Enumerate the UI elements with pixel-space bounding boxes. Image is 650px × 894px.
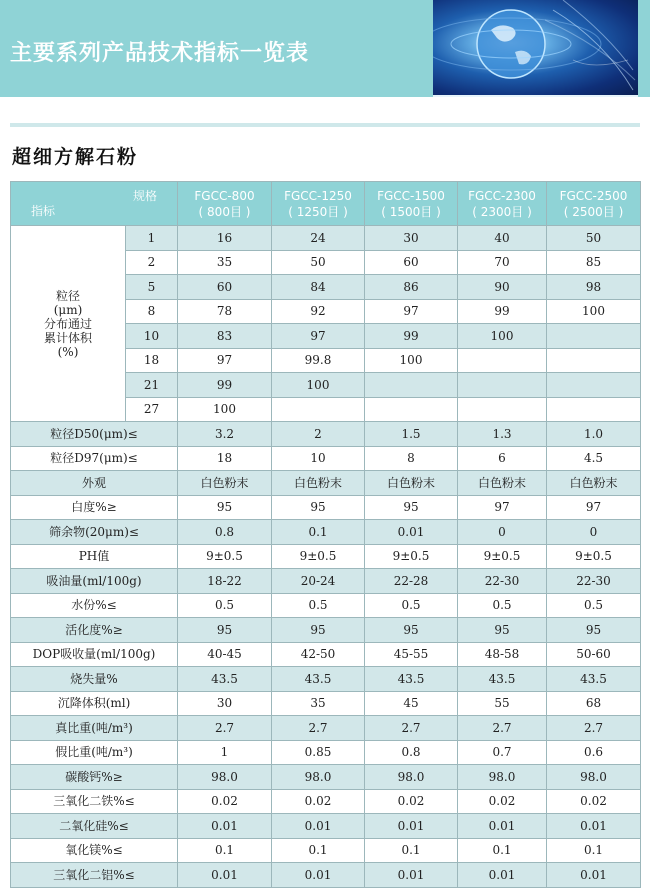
table-cell: 99 [458, 299, 547, 324]
table-cell: 0.01 [178, 814, 272, 839]
table-cell: 70 [458, 250, 547, 275]
particle-size-cell: 10 [126, 324, 178, 349]
table-cell: 18-22 [178, 569, 272, 594]
table-cell: 0.02 [272, 789, 365, 814]
particle-size-cell: 2 [126, 250, 178, 275]
table-cell: 10 [272, 446, 365, 471]
table-cell: 18 [178, 446, 272, 471]
header-grade-3 [365, 182, 458, 226]
particle-size-cell: 1 [126, 226, 178, 251]
globe-image [433, 0, 638, 97]
table-cell: 99.8 [272, 348, 365, 373]
table-cell: 50 [547, 226, 641, 251]
table-cell: 白色粉末 [458, 471, 547, 496]
table-cell: 99 [178, 373, 272, 398]
grade-mesh: ( 1250目 ) [288, 204, 348, 219]
row-label: 筛余物(20μm)≤ [11, 520, 178, 545]
table-cell: 8 [365, 446, 458, 471]
table-cell: 0.5 [547, 593, 641, 618]
header-banner [0, 0, 650, 97]
table-cell: 98.0 [458, 765, 547, 790]
table-row [11, 667, 641, 692]
row-label: 烧失量% [11, 667, 178, 692]
psd-label-line: (μm) [53, 302, 83, 317]
row-label: 粒径D50(μm)≤ [11, 422, 178, 447]
particle-size-cell: 27 [126, 397, 178, 422]
table-cell: 43.5 [458, 667, 547, 692]
table-cell: 0.01 [365, 814, 458, 839]
table-cell: 95 [458, 618, 547, 643]
table-cell: 50 [272, 250, 365, 275]
table-cell: 97 [178, 348, 272, 373]
table-cell: 95 [178, 495, 272, 520]
table-cell: 9±0.5 [458, 544, 547, 569]
table-row [11, 789, 641, 814]
table-cell: 0.8 [178, 520, 272, 545]
particle-size-cell: 21 [126, 373, 178, 398]
table-cell: 30 [365, 226, 458, 251]
table-cell: 100 [365, 348, 458, 373]
table-cell: 0.01 [365, 863, 458, 888]
table-row [11, 838, 641, 863]
table-cell: 98.0 [365, 765, 458, 790]
table-cell: 50-60 [547, 642, 641, 667]
table-row [11, 593, 641, 618]
table-cell: 2.7 [365, 716, 458, 741]
row-label: 活化度%≥ [11, 618, 178, 643]
table-cell: 9±0.5 [272, 544, 365, 569]
header-corner [11, 182, 178, 226]
table-cell: 白色粉末 [178, 471, 272, 496]
table-cell [458, 348, 547, 373]
particle-size-cell: 8 [126, 299, 178, 324]
table-cell: 78 [178, 299, 272, 324]
table-cell: 2.7 [178, 716, 272, 741]
table-row [11, 716, 641, 741]
table-cell: 60 [365, 250, 458, 275]
row-label: 白度%≥ [11, 495, 178, 520]
table-row [11, 691, 641, 716]
table-cell: 55 [458, 691, 547, 716]
table-cell: 0.1 [547, 838, 641, 863]
table-cell: 2.7 [272, 716, 365, 741]
header-grade-1 [178, 182, 272, 226]
table-cell: 0.85 [272, 740, 365, 765]
header-spec-label: 规格 [132, 189, 157, 203]
table-cell: 43.5 [547, 667, 641, 692]
table-cell: 48-58 [458, 642, 547, 667]
row-label: 二氧化硅%≤ [11, 814, 178, 839]
table-cell: 100 [178, 397, 272, 422]
table-cell [547, 373, 641, 398]
table-cell: 100 [272, 373, 365, 398]
table-cell: 95 [365, 618, 458, 643]
grade-mesh: ( 2300目 ) [472, 204, 532, 219]
grade-model: FGCC-2500 [559, 188, 628, 203]
section-divider [10, 123, 640, 127]
section-title: 超细方解石粉 [12, 146, 139, 168]
table-cell: 43.5 [272, 667, 365, 692]
table-cell: 22-30 [547, 569, 641, 594]
table-cell: 83 [178, 324, 272, 349]
table-cell: 2.7 [547, 716, 641, 741]
table-cell: 白色粉末 [365, 471, 458, 496]
row-label: 三氧化二铁%≤ [11, 789, 178, 814]
table-cell: 2 [272, 422, 365, 447]
table-cell: 97 [458, 495, 547, 520]
table-cell: 30 [178, 691, 272, 716]
table-cell: 0.02 [365, 789, 458, 814]
row-label: 外观 [11, 471, 178, 496]
table-cell: 1.3 [458, 422, 547, 447]
header-grade-5 [547, 182, 641, 226]
table-row [11, 569, 641, 594]
table-cell: 0.7 [458, 740, 547, 765]
table-cell: 24 [272, 226, 365, 251]
row-label: DOP吸收量(ml/100g) [11, 642, 178, 667]
header-grade-4 [458, 182, 547, 226]
table-row [11, 226, 641, 251]
table-cell: 1.5 [365, 422, 458, 447]
table-cell: 22-28 [365, 569, 458, 594]
grade-mesh: ( 1500目 ) [381, 204, 441, 219]
grade-model: FGCC-1500 [377, 188, 445, 203]
table-cell: 0 [547, 520, 641, 545]
row-label: 真比重(吨/m³) [11, 716, 178, 741]
table-cell: 97 [547, 495, 641, 520]
table-cell: 6 [458, 446, 547, 471]
header-index-label: 指标 [31, 204, 56, 218]
row-label: 水份%≤ [11, 593, 178, 618]
table-cell: 9±0.5 [365, 544, 458, 569]
table-cell: 9±0.5 [547, 544, 641, 569]
row-label: 假比重(吨/m³) [11, 740, 178, 765]
table-cell [458, 373, 547, 398]
table-cell: 92 [272, 299, 365, 324]
table-cell: 84 [272, 275, 365, 300]
row-label: PH值 [11, 544, 178, 569]
table-cell: 0.01 [272, 814, 365, 839]
psd-label-line: 累计体积 [43, 330, 92, 345]
row-label: 三氧化二铝%≤ [11, 863, 178, 888]
table-cell: 0.1 [365, 838, 458, 863]
psd-group-label [11, 226, 126, 422]
table-cell: 86 [365, 275, 458, 300]
globe-icon [433, 0, 638, 95]
table-row [11, 814, 641, 839]
table-cell: 0.01 [547, 814, 641, 839]
table-cell: 4.5 [547, 446, 641, 471]
table-cell: 43.5 [365, 667, 458, 692]
table-cell: 9±0.5 [178, 544, 272, 569]
row-label: 氧化镁%≤ [11, 838, 178, 863]
table-cell: 0.1 [272, 838, 365, 863]
header-grade-2 [272, 182, 365, 226]
table-cell: 95 [272, 618, 365, 643]
table-cell: 40-45 [178, 642, 272, 667]
table-cell: 20-24 [272, 569, 365, 594]
table-row [11, 520, 641, 545]
table-cell: 0.01 [272, 863, 365, 888]
table-cell [547, 397, 641, 422]
table-cell: 98.0 [272, 765, 365, 790]
table-cell: 22-30 [458, 569, 547, 594]
table-cell: 0.5 [365, 593, 458, 618]
table-cell: 0.8 [365, 740, 458, 765]
table-cell: 白色粉末 [272, 471, 365, 496]
table-cell: 100 [458, 324, 547, 349]
grade-model: FGCC-800 [194, 188, 255, 203]
table-row [11, 544, 641, 569]
table-cell: 2.7 [458, 716, 547, 741]
table-cell: 42-50 [272, 642, 365, 667]
grade-model: FGCC-2300 [468, 188, 536, 203]
row-label: 吸油量(ml/100g) [11, 569, 178, 594]
psd-label-line: (%) [57, 344, 79, 359]
row-label: 粒径D97(μm)≤ [11, 446, 178, 471]
row-label: 沉降体积(ml) [11, 691, 178, 716]
table-cell: 35 [178, 250, 272, 275]
table-row [11, 863, 641, 888]
table-cell: 3.2 [178, 422, 272, 447]
table-cell: 95 [547, 618, 641, 643]
table-cell: 0.1 [272, 520, 365, 545]
table-cell: 16 [178, 226, 272, 251]
grade-model: FGCC-1250 [284, 188, 352, 203]
table-row [11, 446, 641, 471]
table-cell [547, 348, 641, 373]
table-cell: 1.0 [547, 422, 641, 447]
table-cell: 1 [178, 740, 272, 765]
particle-size-cell: 5 [126, 275, 178, 300]
table-cell: 97 [272, 324, 365, 349]
table-cell [365, 397, 458, 422]
table-cell: 95 [178, 618, 272, 643]
table-row [11, 471, 641, 496]
particle-size-cell: 18 [126, 348, 178, 373]
table-cell: 0.01 [365, 520, 458, 545]
table-cell: 白色粉末 [547, 471, 641, 496]
table-cell [365, 373, 458, 398]
grade-mesh: ( 800目 ) [198, 204, 251, 219]
table-cell: 0.02 [547, 789, 641, 814]
table-row [11, 618, 641, 643]
table-cell: 45-55 [365, 642, 458, 667]
table-cell: 95 [272, 495, 365, 520]
table-cell [458, 397, 547, 422]
table-cell: 0.01 [178, 863, 272, 888]
table-cell: 100 [547, 299, 641, 324]
table-cell: 60 [178, 275, 272, 300]
table-cell: 0.5 [272, 593, 365, 618]
spec-table [10, 181, 641, 888]
table-cell: 98 [547, 275, 641, 300]
table-cell: 43.5 [178, 667, 272, 692]
table-cell: 0.5 [458, 593, 547, 618]
table-cell [547, 324, 641, 349]
banner-title: 主要系列产品技术指标一览表 [10, 41, 310, 66]
table-cell: 45 [365, 691, 458, 716]
psd-label-line: 粒径 [55, 288, 80, 303]
table-cell: 90 [458, 275, 547, 300]
table-cell: 98.0 [178, 765, 272, 790]
table-cell: 0.02 [178, 789, 272, 814]
table-row [11, 765, 641, 790]
table-cell: 99 [365, 324, 458, 349]
psd-label-line: 分布通过 [43, 316, 92, 331]
table-row [11, 495, 641, 520]
table-cell: 97 [365, 299, 458, 324]
table-row [11, 740, 641, 765]
table-cell: 0.6 [547, 740, 641, 765]
table-cell: 40 [458, 226, 547, 251]
table-cell: 0.5 [178, 593, 272, 618]
table-cell: 0.02 [458, 789, 547, 814]
table-cell: 98.0 [547, 765, 641, 790]
table-header-row [11, 182, 641, 226]
table-cell: 0.01 [458, 863, 547, 888]
table-cell: 0.01 [458, 814, 547, 839]
table-cell: 0.1 [458, 838, 547, 863]
table-cell: 0.01 [547, 863, 641, 888]
table-cell: 0.1 [178, 838, 272, 863]
table-cell: 0 [458, 520, 547, 545]
table-cell: 95 [365, 495, 458, 520]
table-cell: 85 [547, 250, 641, 275]
table-cell: 35 [272, 691, 365, 716]
table-cell [272, 397, 365, 422]
grade-mesh: ( 2500目 ) [563, 204, 624, 219]
table-row [11, 642, 641, 667]
row-label: 碳酸钙%≥ [11, 765, 178, 790]
table-row [11, 422, 641, 447]
table-cell: 68 [547, 691, 641, 716]
